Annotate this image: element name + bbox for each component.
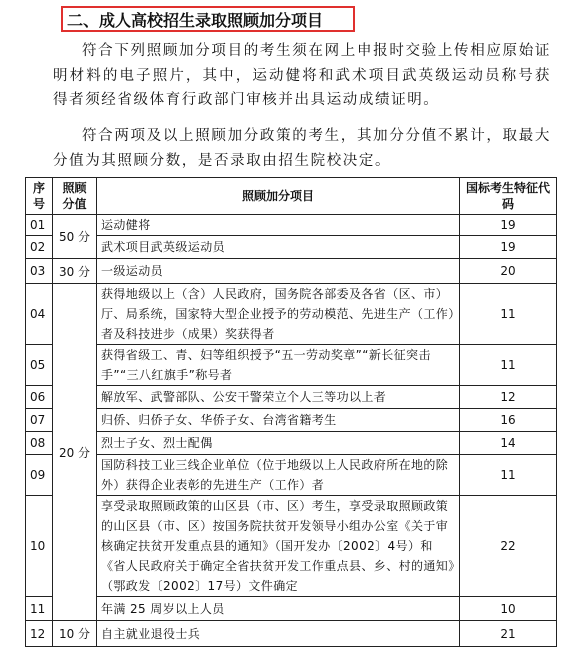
row-seq: 02: [26, 236, 53, 259]
table-header-row: [26, 178, 557, 215]
bonus-points-table: [25, 177, 557, 647]
header-seq: 序号: [26, 178, 53, 215]
row-item: 运动健将: [97, 215, 460, 236]
table-row: [26, 409, 557, 432]
table-row: [26, 432, 557, 455]
score-group-50: 50 分: [53, 215, 97, 259]
row-code: 14: [460, 432, 557, 455]
row-seq: 05: [26, 345, 53, 386]
row-code: 21: [460, 621, 557, 647]
row-item: 武术项目武英级运动员: [97, 236, 460, 259]
row-seq: 11: [26, 597, 53, 621]
row-item: 归侨、归侨子女、华侨子女、台湾省籍考生: [97, 409, 460, 432]
header-code: 国标考生特征代码: [460, 178, 557, 215]
table-row: [26, 236, 557, 259]
row-item: 国防科技工业三线企业单位（位于地级以上人民政府所在地的除外）获得企业表彰的先进生产（工作）者: [97, 455, 460, 496]
row-code: 11: [460, 455, 557, 496]
row-seq: 03: [26, 259, 53, 284]
table-row: [26, 455, 557, 496]
table-row: [26, 345, 557, 386]
row-code: 16: [460, 409, 557, 432]
header-score: 照顾分值: [53, 178, 97, 215]
row-seq: 01: [26, 215, 53, 236]
table-row: [26, 386, 557, 409]
table-row: [26, 215, 557, 236]
row-code: 11: [460, 284, 557, 345]
paragraph-evidence-requirement: 符合下列照顾加分项目的考生须在网上申报时交验上传相应原始证明材料的电子照片，其中，运动健将和武术项目武英级运动员称号获得者须经省级体育行政部门审核并出具运动成绩证明。: [53, 43, 551, 108]
section-title: 二、成人高校招生录取照顾加分项目: [61, 6, 355, 32]
row-item: 获得地级以上（含）人民政府，国务院各部委及各省（区、市）厅、局系统，国家特大型企业授予的劳动模范、先进生产（工作）者及科技进步（成果）奖获得者: [97, 284, 460, 345]
row-code: 10: [460, 597, 557, 621]
row-seq: 06: [26, 386, 53, 409]
header-item: 照顾加分项目: [97, 178, 460, 215]
row-seq: 10: [26, 496, 53, 597]
row-seq: 07: [26, 409, 53, 432]
row-item: 自主就业退役士兵: [97, 621, 460, 647]
score-group-20: 20 分: [53, 284, 97, 621]
row-item: 解放军、武警部队、公安干警荣立个人三等功以上者: [97, 386, 460, 409]
row-code: 11: [460, 345, 557, 386]
table-row: [26, 496, 557, 597]
row-code: 22: [460, 496, 557, 597]
table-row: [26, 284, 557, 345]
table-row: [26, 259, 557, 284]
row-item: 年满 25 周岁以上人员: [97, 597, 460, 621]
row-seq: 04: [26, 284, 53, 345]
score-group-30: 30 分: [53, 259, 97, 284]
row-item: 一级运动员: [97, 259, 460, 284]
row-code: 12: [460, 386, 557, 409]
row-item: 烈士子女、烈士配偶: [97, 432, 460, 455]
row-code: 19: [460, 215, 557, 236]
paragraph-max-score-rule: 符合两项及以上照顾加分政策的考生，其加分分值不累计，取最大分值为其照顾分数，是否录取由招生院校决定。: [53, 128, 551, 169]
score-group-10: 10 分: [53, 621, 97, 647]
table-row: [26, 621, 557, 647]
row-item: 享受录取照顾政策的山区县（市、区）考生，享受录取照顾政策的山区县（市、区）按国务院扶贫开发领导小组办公室《关于审核确定扶贫开发重点县的通知》（国开发办〔2002〕4号）和《省人民政府关于确定全省扶贫开发工作重点县、乡、村的通知》（鄂政发〔2002〕17号）文件确定: [97, 496, 460, 597]
row-code: 20: [460, 259, 557, 284]
row-seq: 08: [26, 432, 53, 455]
row-seq: 09: [26, 455, 53, 496]
row-item: 获得省级工、青、妇等组织授予“五一劳动奖章”“新长征突击手”“三八红旗手”称号者: [97, 345, 460, 386]
row-code: 19: [460, 236, 557, 259]
table-row: [26, 597, 557, 621]
row-seq: 12: [26, 621, 53, 647]
